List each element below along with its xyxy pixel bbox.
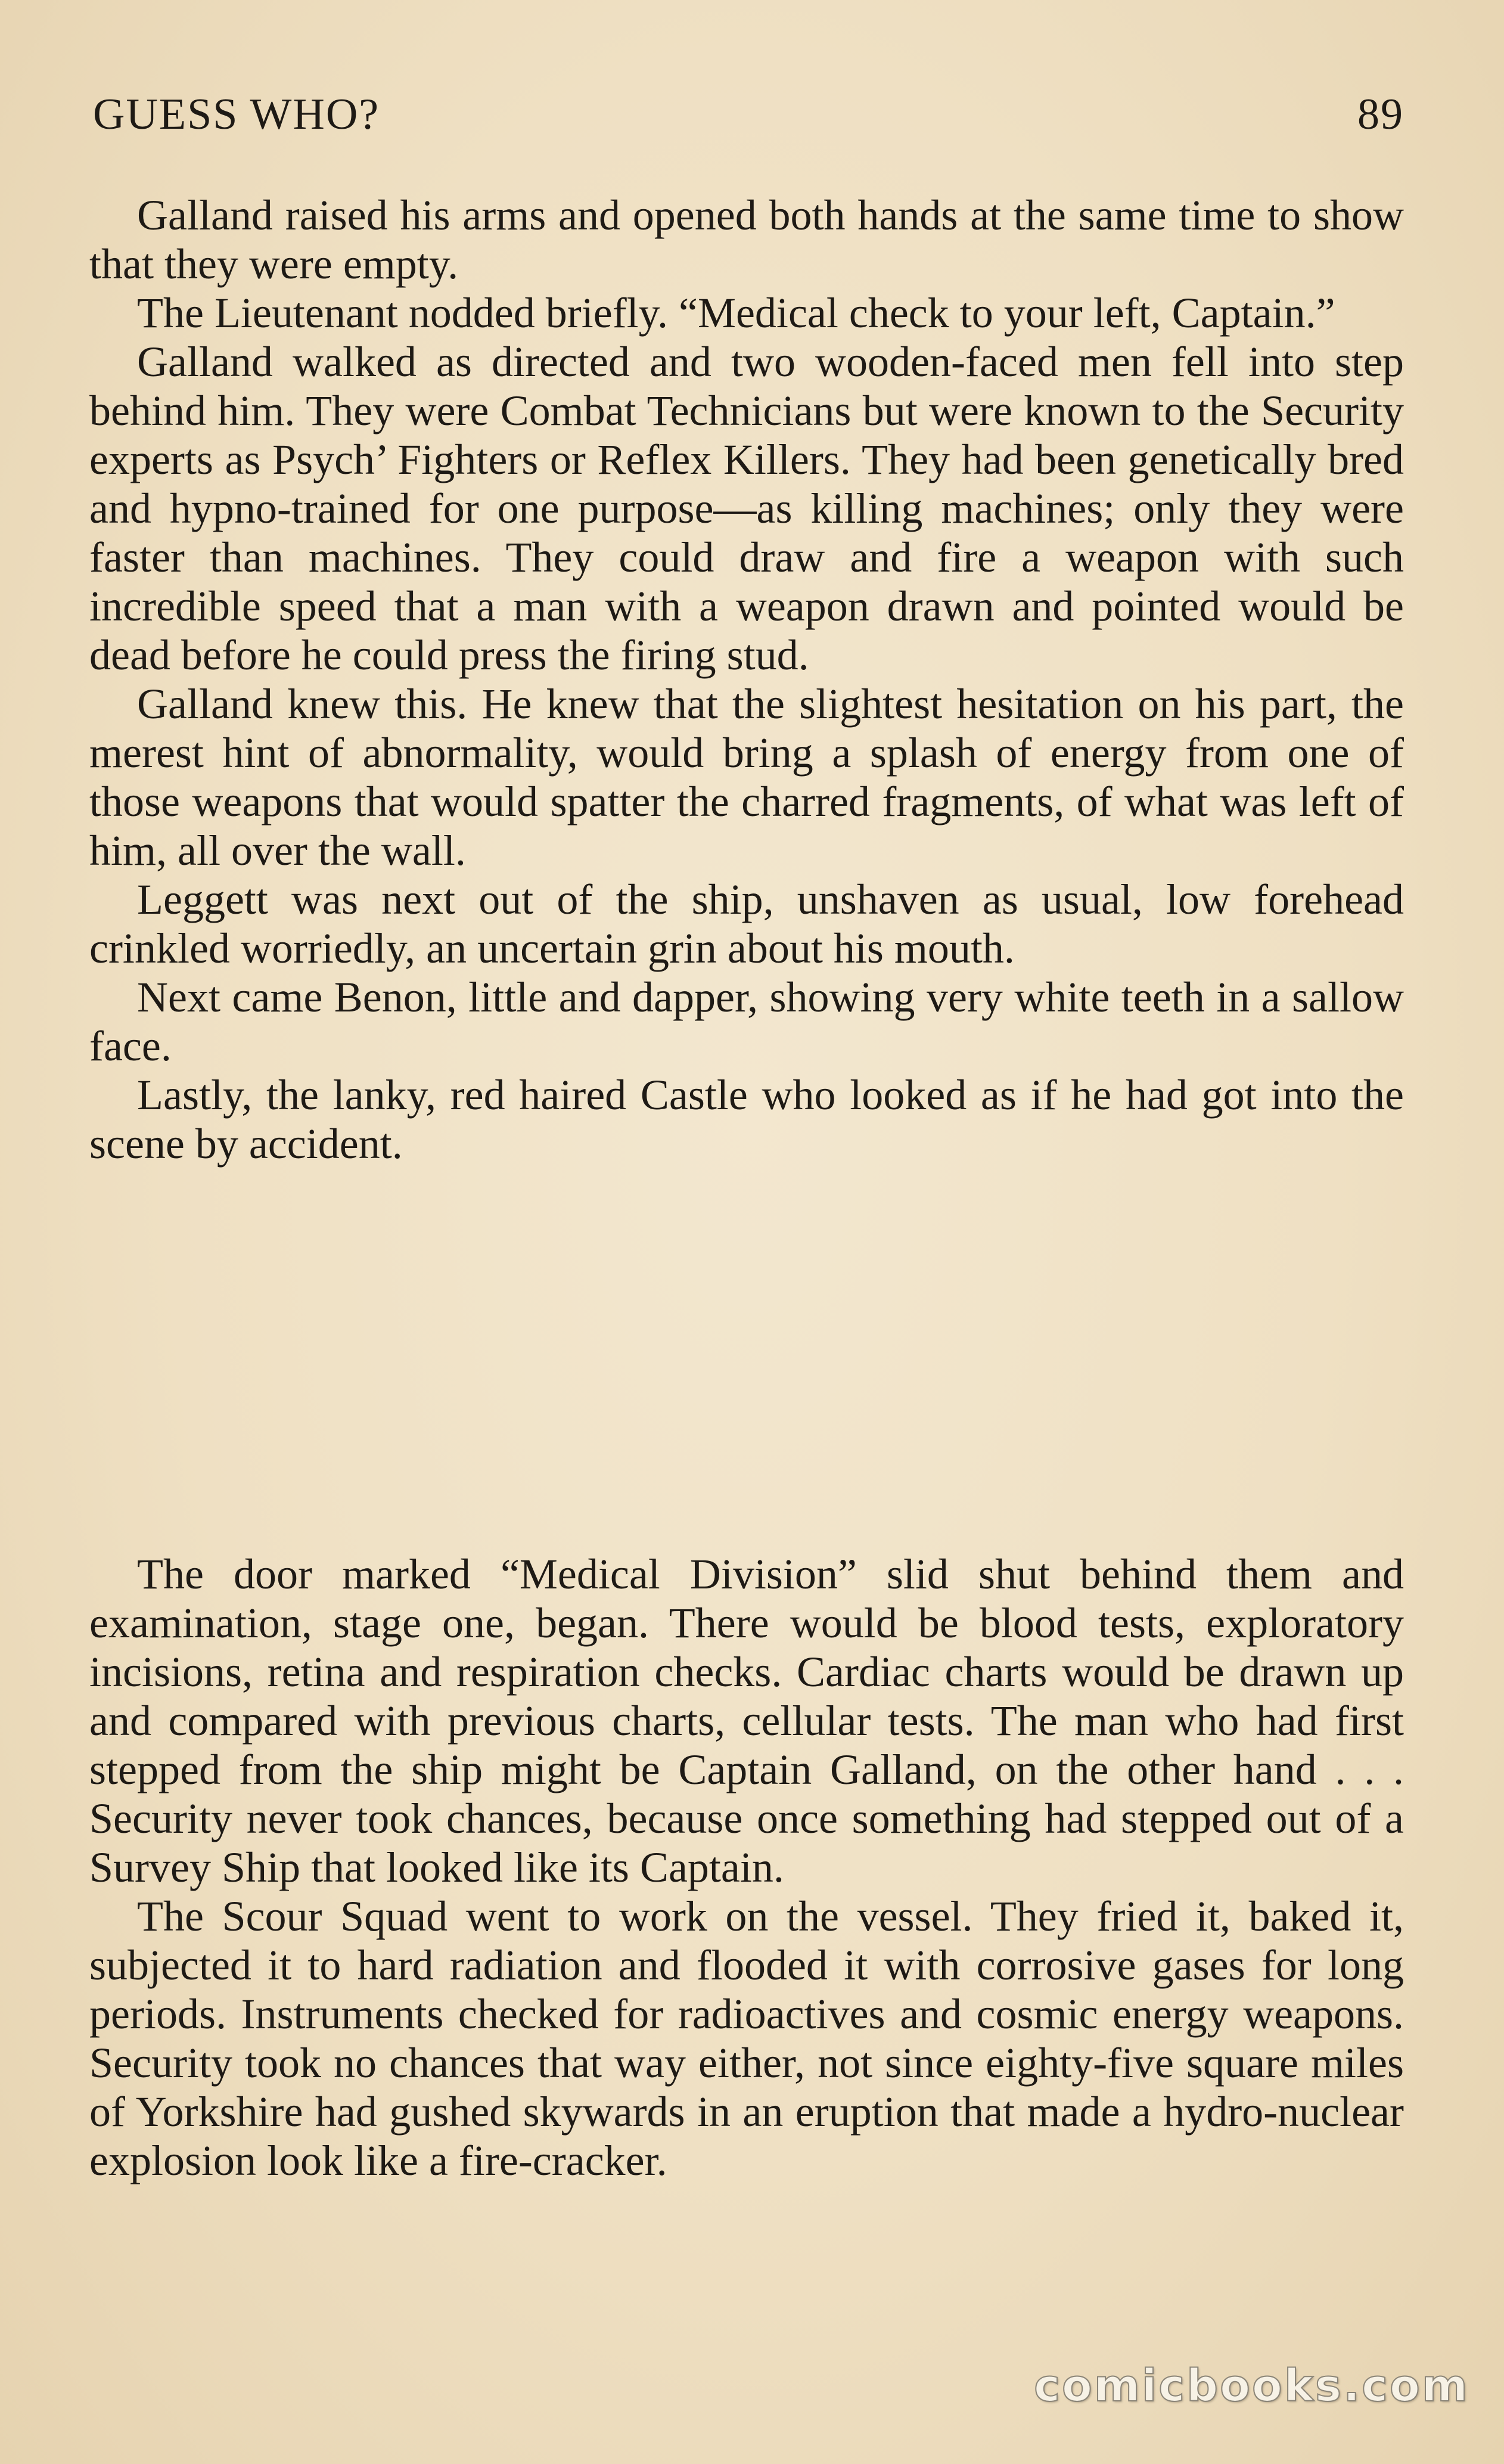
paragraph: Leggett was next out of the ship, unshaven as usual, low forehead crinkled worriedly, an uncertain grin about his mouth.: [89, 876, 1404, 972]
page-number: 89: [1357, 90, 1404, 139]
paragraph: The door marked “Medical Division” slid shut behind them and examination, stage one, began. There would be blood tests, exploratory incisions, retina and respiration checks. Cardiac charts would be drawn up and compared with previous charts, cellular tests. The man who had first stepped from the ship might be Captain Galland, on the other hand . . . Security never took chances, because once something had stepped out of a Survey Ship that looked like its Captain.: [89, 1550, 1404, 1891]
text-section-1: [89, 191, 1404, 1168]
text-section-2: [89, 1550, 1404, 2185]
paragraph: Galland knew this. He knew that the slightest hesitation on his part, the merest hint of abnormality, would bring a splash of energy from one of those weapons that would spatter the charred fragments, of what was left of him, all over the wall.: [89, 680, 1404, 874]
paragraph: Next came Benon, little and dapper, showing very white teeth in a sallow face.: [89, 973, 1404, 1070]
running-title: GUESS WHO?: [93, 90, 380, 139]
paragraph: Lastly, the lanky, red haired Castle who looked as if he had got into the scene by accident.: [89, 1071, 1404, 1168]
paragraph: Galland walked as directed and two wooden-faced men fell into step behind him. They were Combat Technicians but were known to the Security experts as Psych’ Fighters or Reflex Killers. They had been genetically bred and hypno-trained for one purpose—as killing machines; only they were faster than machines. They could draw and fire a weapon with such incredible speed that a man with a weapon drawn and pointed would be dead before he could press the firing stud.: [89, 338, 1404, 679]
watermark-logo: comicbooks.com: [1034, 2360, 1469, 2412]
paragraph: The Lieutenant nodded briefly. “Medical check to your left, Captain.”: [137, 289, 1335, 337]
paragraph: The Scour Squad went to work on the vessel. They fried it, baked it, subjected it to hard radiation and flooded it with corrosive gases for long periods. Instruments checked for radioactives and cosmic energy weapons. Security took no chances that way either, not since eighty-five square miles of Yorkshire had gushed skywards in an eruption that made a hydro-nuclear explosion look like a fire-cracker.: [89, 1892, 1404, 2184]
paragraph: Galland raised his arms and opened both hands at the same time to show that they were empty.: [89, 191, 1404, 288]
page-header: [93, 89, 1404, 155]
